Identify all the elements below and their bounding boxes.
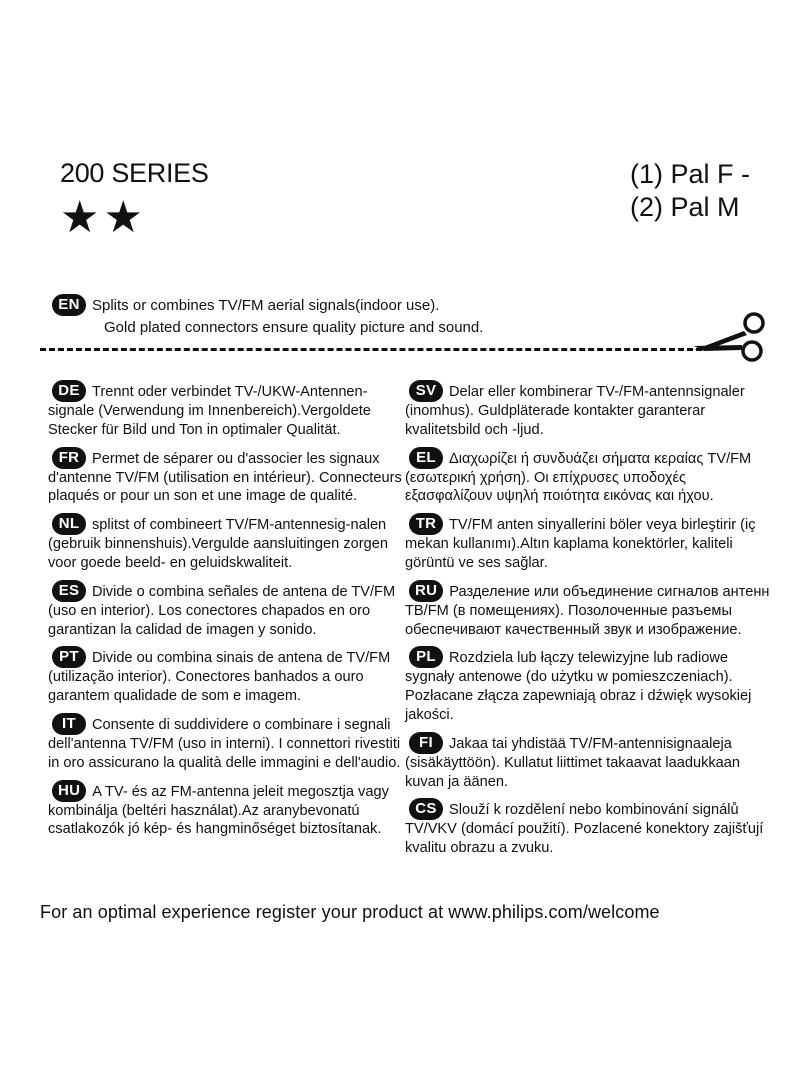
language-text-pt: Divide ou combina sinais de antena de TV/FM (utilização interior). Conectores banhados a ouro garantem qualidade de som e imagem.	[48, 650, 391, 705]
left-language-column	[48, 380, 408, 846]
language-entry-es	[48, 580, 408, 640]
language-badge-tr: TR	[409, 513, 443, 535]
language-text-el: Διαχωρίζει ή συνδυάζει σήματα κεραίας TV/FM (εσωτερική χρήση). Οι επίχρυσες υποδοχές εξασφαλίζουν υψηλή ποιότητα εικόνας και ήχου.	[405, 450, 752, 505]
language-badge-el: EL	[409, 447, 443, 469]
language-badge-en: EN	[52, 294, 86, 316]
language-badge-pl: PL	[409, 646, 443, 668]
language-badge-de: DE	[52, 380, 86, 402]
language-entry-pt	[48, 646, 408, 706]
language-text-fi: Jakaa tai yhdistää TV/FM-antennisignaaleja (sisäkäyttöön). Kullatut liittimet takaavat laadukkaan kuvan ja äänen.	[405, 735, 741, 790]
cut-line	[40, 348, 702, 351]
language-text-sv: Delar eller kombinerar TV-/FM-antennsignaler (inomhus). Guldpläterade kontakter garanterar kvalitetsbild och -ljud.	[405, 384, 745, 438]
language-entry-pl	[405, 646, 773, 724]
language-badge-fr: FR	[52, 447, 86, 469]
series-title: 200 SERIES	[60, 158, 209, 188]
language-badge-cs: CS	[409, 798, 443, 820]
language-badge-nl: NL	[52, 513, 86, 535]
language-entry-fi	[405, 732, 773, 792]
language-entry-ru	[405, 580, 773, 640]
language-text-pl: Rozdziela lub łączy telewizyjne lub radiowe sygnały antenowe (do użytku w pomieszczeniach). Pozłacane złącza zapewniają obraz i dźwięk wysokiej jakości.	[405, 650, 752, 723]
language-entry-de	[48, 380, 408, 440]
language-text-hu: A TV- és az FM-antenna jeleit megosztja vagy kombinálja (beltéri használat).Az aranybevonatú csatlakozók jó kép- és hangminőséget biztosítanak.	[48, 783, 389, 838]
language-entry-nl	[48, 513, 408, 573]
model-2: (2) Pal M	[630, 192, 740, 222]
model-list	[630, 158, 750, 224]
language-text-nl: splitst of combineert TV/FM-antennesig-nalen (gebruik binnenshuis).Vergulde aansluitingen zorgen voor goede beeld- en geluidskwaliteit.	[48, 517, 388, 571]
language-badge-sv: SV	[409, 380, 443, 402]
language-entry-el	[405, 447, 773, 507]
language-text-de: Trennt oder verbindet TV-/UKW-Antennen-signale (Verwendung im Innenbereich).Vergoldete Stecker für Bild und Ton in optimaler Qualität.	[48, 384, 371, 438]
english-description	[52, 294, 652, 339]
language-entry-fr	[48, 447, 408, 507]
language-entry-tr	[405, 513, 773, 573]
model-1: (1) Pal F -	[630, 159, 751, 189]
language-badge-es: ES	[52, 580, 86, 602]
language-entry-hu	[48, 780, 408, 840]
english-line-2: Gold plated connectors ensure quality picture and sound.	[104, 319, 484, 336]
english-line-1: Splits or combines TV/FM aerial signals(indoor use).	[92, 297, 440, 314]
language-entry-cs	[405, 798, 773, 858]
language-text-fr: Permet de séparer ou d'associer les signaux d'antenne TV/FM (utilisation en intérieur). Connecteurs plaqués or pour un son et une image de qualité.	[48, 450, 402, 505]
right-language-column	[405, 380, 773, 865]
language-badge-pt: PT	[52, 646, 86, 668]
language-text-it: Consente di suddividere o combinare i segnali dell'antenna TV/FM (uso in interni). I connettori rivestiti in oro assicurano la qualità delle immagini e dell'audio.	[48, 716, 401, 771]
language-badge-fi: FI	[409, 732, 443, 754]
scissors-icon	[692, 310, 770, 366]
language-entry-sv	[405, 380, 773, 440]
language-entry-it	[48, 713, 408, 773]
star-rating: ★★	[60, 193, 147, 242]
language-text-es: Divide o combina señales de antena de TV/FM (uso en interior). Los conectores chapados en oro garantizan la calidad de imagen y sonido.	[48, 583, 396, 638]
language-badge-ru: RU	[409, 580, 443, 602]
language-badge-hu: HU	[52, 780, 86, 802]
language-text-ru: Разделение или объединение сигналов антенн ТВ/FM (в помещениях). Позолоченные разъемы обеспечивают качественный звук и изображение.	[405, 583, 770, 638]
language-text-cs: Slouží k rozdělení nebo kombinování signálů TV/VKV (domácí použití). Pozlacené konektory zajišťují kvalitu obrazu a zvuku.	[405, 802, 764, 857]
language-text-tr: TV/FM anten sinyallerini böler veya birleştirir (iç mekan kullanımı).Altın kaplama konektörler, kaliteli görüntü ve ses sağlar.	[405, 517, 756, 571]
registration-footer: For an optimal experience register your product at www.philips.com/welcome	[40, 902, 660, 922]
language-badge-it: IT	[52, 713, 86, 735]
